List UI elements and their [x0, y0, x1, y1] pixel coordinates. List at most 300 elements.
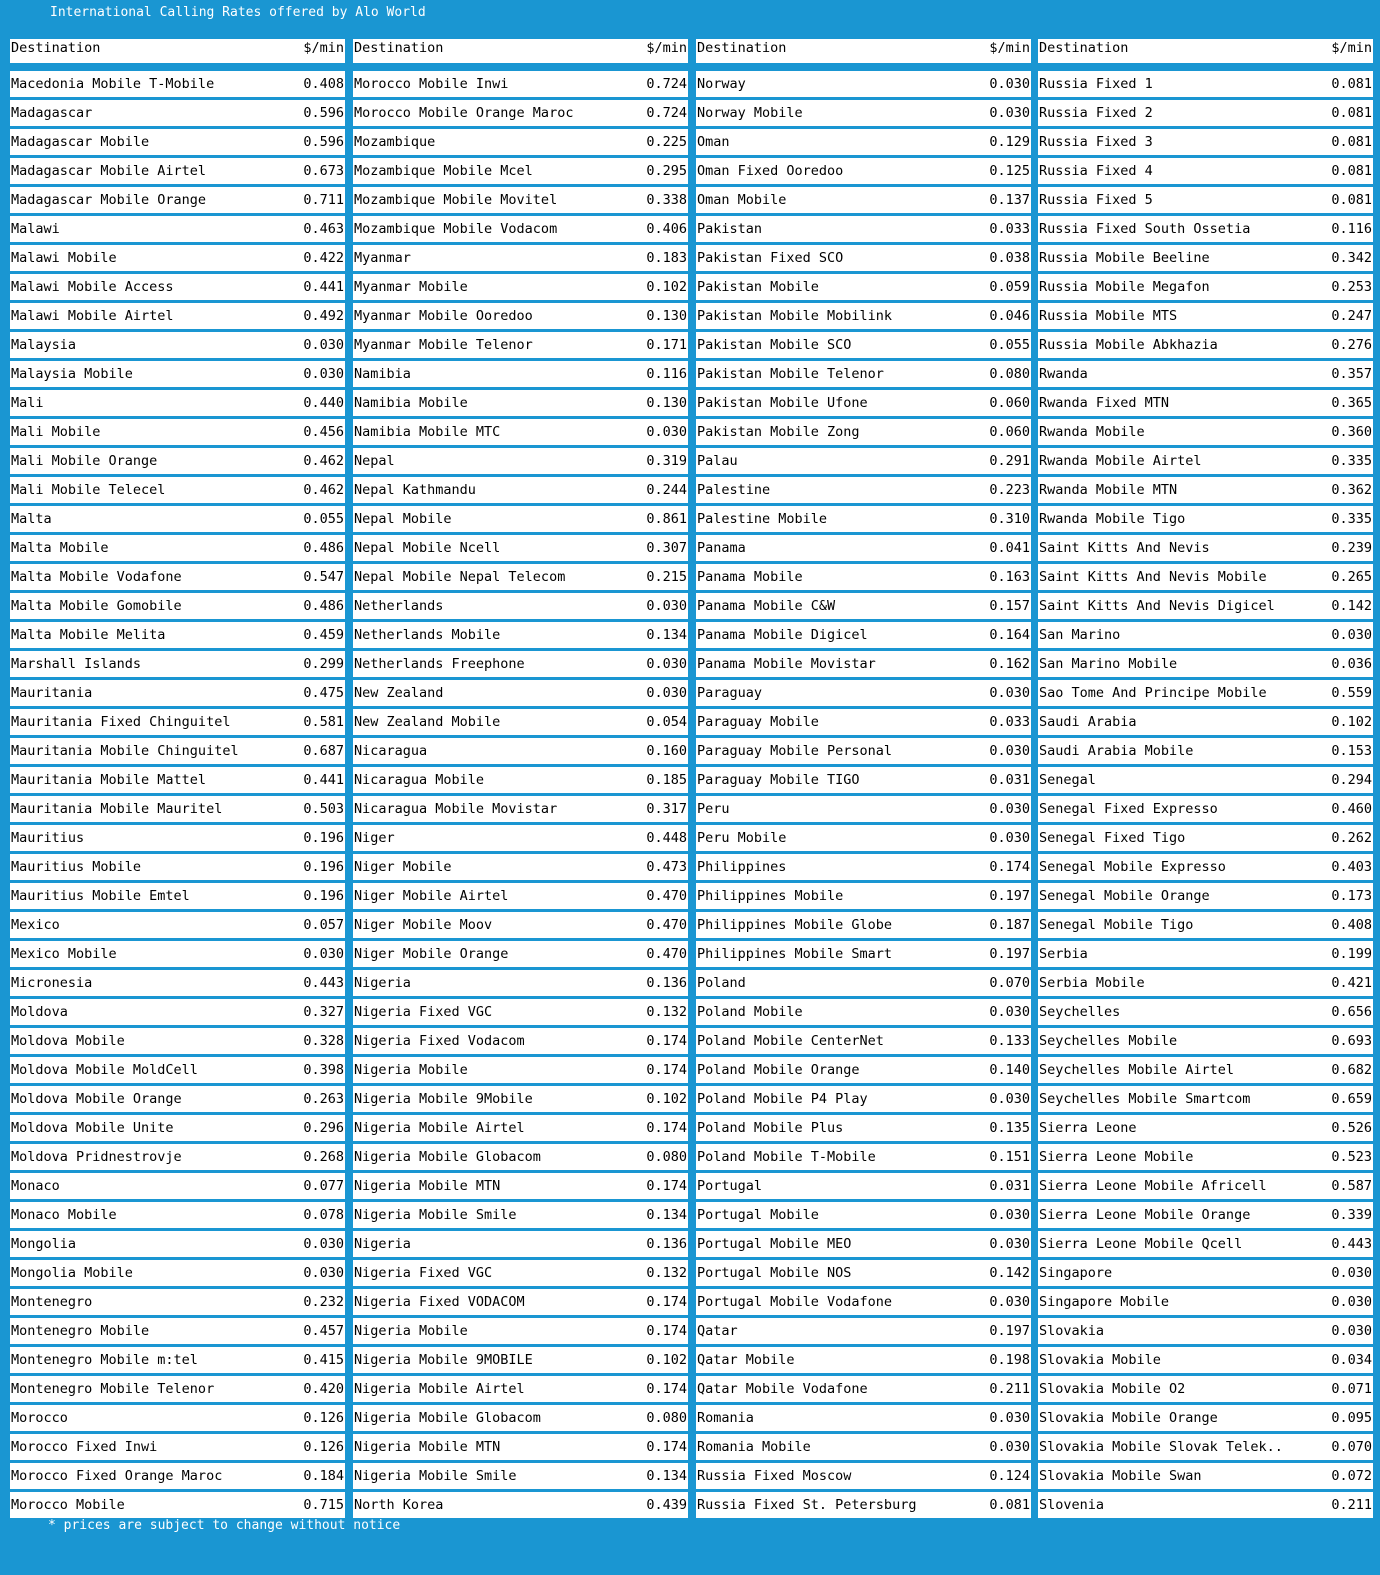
rate-row — [353, 216, 688, 242]
rate-row — [353, 419, 688, 445]
destination-cell: Malawi — [11, 221, 60, 237]
price-header: $/min — [303, 40, 344, 56]
rate-rows — [353, 71, 688, 1518]
price-cell: 0.185 — [646, 772, 687, 788]
rate-row — [10, 1289, 345, 1315]
destination-cell: Niger Mobile Moov — [354, 917, 493, 933]
price-cell: 0.174 — [646, 1120, 687, 1136]
price-cell: 0.211 — [1331, 1497, 1372, 1513]
destination-cell: Paraguay Mobile Personal — [697, 743, 893, 759]
price-cell: 0.244 — [646, 482, 687, 498]
rate-row — [696, 303, 1031, 329]
rate-row — [353, 1376, 688, 1402]
price-cell: 0.523 — [1331, 1149, 1372, 1165]
destination-cell: Palestine — [697, 482, 771, 498]
rate-row — [1038, 1057, 1373, 1083]
rate-row — [10, 999, 345, 1025]
rate-row — [696, 1434, 1031, 1460]
price-cell: 0.151 — [989, 1149, 1030, 1165]
destination-cell: Nepal Mobile Ncell — [354, 540, 501, 556]
destination-cell: Senegal Fixed Tigo — [1039, 830, 1186, 846]
destination-cell: Monaco Mobile — [11, 1207, 117, 1223]
rate-row — [696, 593, 1031, 619]
price-cell: 0.030 — [989, 1236, 1030, 1252]
price-cell: 0.162 — [989, 656, 1030, 672]
rate-row — [353, 1260, 688, 1286]
price-cell: 0.656 — [1331, 1004, 1372, 1020]
destination-cell: Nepal — [354, 453, 395, 469]
destination-cell: Portugal Mobile — [697, 1207, 819, 1223]
destination-cell: Poland Mobile T-Mobile — [697, 1149, 876, 1165]
rate-row — [696, 419, 1031, 445]
destination-cell: Serbia Mobile — [1039, 975, 1145, 991]
destination-cell: Myanmar Mobile Telenor — [354, 337, 533, 353]
rate-row — [10, 709, 345, 735]
destination-cell: Mali — [11, 395, 44, 411]
destination-cell: Nigeria — [354, 1236, 411, 1252]
destination-cell: Panama Mobile C&W — [697, 598, 836, 614]
price-cell: 0.403 — [1331, 859, 1372, 875]
price-cell: 0.174 — [646, 1062, 687, 1078]
price-cell: 0.197 — [989, 1323, 1030, 1339]
rate-row — [1038, 767, 1373, 793]
price-cell: 0.030 — [646, 424, 687, 440]
rate-row — [10, 1231, 345, 1257]
price-cell: 0.030 — [303, 366, 344, 382]
destination-cell: Netherlands Freephone — [354, 656, 525, 672]
price-cell: 0.420 — [303, 1381, 344, 1397]
price-cell: 0.031 — [989, 772, 1030, 788]
price-cell: 0.526 — [1331, 1120, 1372, 1136]
price-cell: 0.038 — [989, 250, 1030, 266]
rate-row — [353, 912, 688, 938]
destination-cell: Mali Mobile — [11, 424, 101, 440]
column-header — [1038, 39, 1373, 63]
price-cell: 0.299 — [303, 656, 344, 672]
price-cell: 0.081 — [1331, 192, 1372, 208]
price-cell: 0.153 — [1331, 743, 1372, 759]
destination-cell: Mauritania Mobile Mattel — [11, 772, 207, 788]
rate-row — [353, 1144, 688, 1170]
rate-row — [696, 1260, 1031, 1286]
price-cell: 0.078 — [303, 1207, 344, 1223]
destination-header: Destination — [11, 40, 101, 56]
rate-row — [1038, 129, 1373, 155]
rate-row — [696, 709, 1031, 735]
rate-row — [10, 71, 345, 97]
destination-cell: Malta Mobile Melita — [11, 627, 166, 643]
rate-row — [10, 390, 345, 416]
price-cell: 0.030 — [1331, 1294, 1372, 1310]
destination-cell: Poland Mobile P4 Play — [697, 1091, 868, 1107]
destination-cell: Singapore Mobile — [1039, 1294, 1170, 1310]
destination-cell: Moldova Mobile Unite — [11, 1120, 174, 1136]
destination-cell: Morocco Fixed Inwi — [11, 1439, 158, 1455]
rate-row — [10, 1028, 345, 1054]
price-cell: 0.102 — [1331, 714, 1372, 730]
rate-row — [353, 622, 688, 648]
rate-row — [1038, 303, 1373, 329]
rate-row — [353, 1318, 688, 1344]
rate-row — [696, 100, 1031, 126]
rate-row — [696, 1086, 1031, 1112]
destination-cell: North Korea — [354, 1497, 444, 1513]
destination-cell: Senegal Mobile Tigo — [1039, 917, 1194, 933]
price-cell: 0.164 — [989, 627, 1030, 643]
rate-row — [10, 1405, 345, 1431]
destination-cell: Peru Mobile — [697, 830, 787, 846]
price-cell: 0.715 — [303, 1497, 344, 1513]
price-cell: 0.030 — [303, 1265, 344, 1281]
destination-cell: Mexico — [11, 917, 60, 933]
price-cell: 0.133 — [989, 1033, 1030, 1049]
price-cell: 0.030 — [989, 1091, 1030, 1107]
price-header: $/min — [989, 40, 1030, 56]
destination-cell: Russia Fixed 3 — [1039, 134, 1153, 150]
price-cell: 0.596 — [303, 105, 344, 121]
destination-cell: Rwanda — [1039, 366, 1088, 382]
destination-cell: Russia Fixed 1 — [1039, 76, 1153, 92]
price-cell: 0.163 — [989, 569, 1030, 585]
price-cell: 0.339 — [1331, 1207, 1372, 1223]
rate-row — [353, 883, 688, 909]
price-cell: 0.265 — [1331, 569, 1372, 585]
rate-row — [10, 796, 345, 822]
destination-cell: Norway — [697, 76, 746, 92]
rate-row — [10, 1260, 345, 1286]
destination-cell: Qatar Mobile — [697, 1352, 795, 1368]
price-cell: 0.328 — [303, 1033, 344, 1049]
price-cell: 0.422 — [303, 250, 344, 266]
price-cell: 0.174 — [646, 1439, 687, 1455]
price-cell: 0.030 — [303, 1236, 344, 1252]
price-cell: 0.456 — [303, 424, 344, 440]
rate-row — [696, 854, 1031, 880]
rate-row — [696, 1376, 1031, 1402]
destination-cell: Madagascar Mobile — [11, 134, 150, 150]
rate-row — [10, 1202, 345, 1228]
rate-row — [10, 970, 345, 996]
rate-row — [10, 1173, 345, 1199]
destination-cell: Nigeria Fixed Vodacom — [354, 1033, 525, 1049]
header-separator — [1038, 63, 1373, 71]
price-cell: 0.460 — [1331, 801, 1372, 817]
rate-row — [1038, 274, 1373, 300]
price-cell: 0.036 — [1331, 656, 1372, 672]
price-cell: 0.134 — [646, 627, 687, 643]
rate-row — [1038, 448, 1373, 474]
destination-cell: San Marino Mobile — [1039, 656, 1178, 672]
destination-cell: Nicaragua Mobile Movistar — [354, 801, 558, 817]
rate-row — [696, 129, 1031, 155]
footer-note: * prices are subject to change without notice — [48, 1518, 401, 1533]
destination-cell: Nigeria Mobile 9Mobile — [354, 1091, 533, 1107]
rate-row — [353, 187, 688, 213]
destination-cell: Micronesia — [11, 975, 93, 991]
price-cell: 0.687 — [303, 743, 344, 759]
destination-cell: Nigeria Mobile Smile — [354, 1468, 517, 1484]
price-cell: 0.503 — [303, 801, 344, 817]
rate-row — [10, 767, 345, 793]
destination-cell: San Marino — [1039, 627, 1121, 643]
price-cell: 0.357 — [1331, 366, 1372, 382]
price-cell: 0.071 — [1331, 1381, 1372, 1397]
rate-row — [1038, 1173, 1373, 1199]
price-cell: 0.030 — [989, 1207, 1030, 1223]
destination-cell: Mexico Mobile — [11, 946, 117, 962]
destination-cell: Mali Mobile Orange — [11, 453, 158, 469]
rate-row — [1038, 1115, 1373, 1141]
price-cell: 0.197 — [989, 946, 1030, 962]
destination-cell: Saint Kitts And Nevis — [1039, 540, 1210, 556]
rate-row — [1038, 1463, 1373, 1489]
price-cell: 0.080 — [989, 366, 1030, 382]
destination-cell: Paraguay Mobile TIGO — [697, 772, 860, 788]
destination-cell: Mauritania Fixed Chinguitel — [11, 714, 231, 730]
destination-cell: Seychelles Mobile Airtel — [1039, 1062, 1235, 1078]
price-cell: 0.174 — [646, 1323, 687, 1339]
destination-cell: Montenegro Mobile — [11, 1323, 150, 1339]
price-cell: 0.335 — [1331, 453, 1372, 469]
rate-row — [353, 941, 688, 967]
rate-row — [353, 274, 688, 300]
price-cell: 0.441 — [303, 772, 344, 788]
price-cell: 0.041 — [989, 540, 1030, 556]
rate-row — [696, 245, 1031, 271]
price-cell: 0.276 — [1331, 337, 1372, 353]
price-header: $/min — [1331, 40, 1372, 56]
rate-row — [696, 680, 1031, 706]
rate-row — [10, 245, 345, 271]
price-cell: 0.440 — [303, 395, 344, 411]
destination-cell: Mauritania — [11, 685, 93, 701]
rate-row — [696, 1492, 1031, 1518]
rate-row — [353, 1405, 688, 1431]
price-cell: 0.861 — [646, 511, 687, 527]
price-cell: 0.342 — [1331, 250, 1372, 266]
price-cell: 0.196 — [303, 859, 344, 875]
destination-cell: Nigeria Mobile — [354, 1323, 468, 1339]
destination-cell: Russia Mobile Beeline — [1039, 250, 1210, 266]
price-cell: 0.362 — [1331, 482, 1372, 498]
destination-cell: Serbia — [1039, 946, 1088, 962]
rate-row — [10, 129, 345, 155]
rate-row — [353, 825, 688, 851]
rate-row — [10, 1057, 345, 1083]
destination-cell: Saint Kitts And Nevis Mobile — [1039, 569, 1267, 585]
destination-cell: Panama Mobile Digicel — [697, 627, 868, 643]
rate-row — [10, 622, 345, 648]
rate-row — [353, 1028, 688, 1054]
rate-row — [353, 303, 688, 329]
rate-row — [10, 303, 345, 329]
price-cell: 0.682 — [1331, 1062, 1372, 1078]
rate-row — [353, 680, 688, 706]
destination-cell: New Zealand — [354, 685, 444, 701]
price-cell: 0.102 — [646, 1091, 687, 1107]
price-cell: 0.247 — [1331, 308, 1372, 324]
destination-cell: Niger Mobile Orange — [354, 946, 509, 962]
rate-row — [1038, 216, 1373, 242]
price-cell: 0.081 — [1331, 105, 1372, 121]
rate-row — [353, 564, 688, 590]
price-cell: 0.081 — [1331, 163, 1372, 179]
rate-row — [10, 1434, 345, 1460]
price-cell: 0.408 — [1331, 917, 1372, 933]
destination-cell: Slovakia Mobile Swan — [1039, 1468, 1202, 1484]
rate-row — [10, 158, 345, 184]
price-cell: 0.034 — [1331, 1352, 1372, 1368]
price-cell: 0.124 — [989, 1468, 1030, 1484]
price-cell: 0.129 — [989, 134, 1030, 150]
price-cell: 0.184 — [303, 1468, 344, 1484]
price-cell: 0.294 — [1331, 772, 1372, 788]
price-cell: 0.080 — [646, 1149, 687, 1165]
price-cell: 0.262 — [1331, 830, 1372, 846]
rate-row — [696, 912, 1031, 938]
price-cell: 0.054 — [646, 714, 687, 730]
rate-row — [353, 361, 688, 387]
rate-row — [696, 448, 1031, 474]
destination-cell: Philippines Mobile — [697, 888, 844, 904]
rate-row — [353, 100, 688, 126]
rate-row — [353, 1231, 688, 1257]
destination-cell: Portugal Mobile Vodafone — [697, 1294, 893, 1310]
destination-cell: Nepal Kathmandu — [354, 482, 476, 498]
destination-cell: Mozambique Mobile Movitel — [354, 192, 558, 208]
price-cell: 0.659 — [1331, 1091, 1372, 1107]
rate-row — [1038, 564, 1373, 590]
destination-cell: Oman Fixed Ooredoo — [697, 163, 844, 179]
destination-cell: Qatar Mobile Vodafone — [697, 1381, 868, 1397]
destination-header: Destination — [1039, 40, 1129, 56]
rate-row — [10, 564, 345, 590]
rate-row — [353, 535, 688, 561]
destination-cell: Slovakia Mobile Slovak Telek.. — [1039, 1439, 1283, 1455]
rate-row — [353, 1202, 688, 1228]
rate-row — [1038, 332, 1373, 358]
rate-row — [696, 390, 1031, 416]
price-cell: 0.223 — [989, 482, 1030, 498]
price-cell: 0.031 — [989, 1178, 1030, 1194]
price-cell: 0.126 — [303, 1410, 344, 1426]
destination-cell: Mongolia Mobile — [11, 1265, 133, 1281]
rate-row — [696, 535, 1031, 561]
destination-cell: Nepal Mobile — [354, 511, 452, 527]
rate-row — [1038, 361, 1373, 387]
rate-row — [696, 564, 1031, 590]
price-cell: 0.033 — [989, 714, 1030, 730]
rate-row — [696, 883, 1031, 909]
column-header — [696, 39, 1031, 63]
destination-cell: Nigeria Mobile Globacom — [354, 1149, 541, 1165]
rate-row — [10, 100, 345, 126]
rate-row — [696, 1202, 1031, 1228]
price-cell: 0.174 — [646, 1381, 687, 1397]
destination-cell: Philippines — [697, 859, 787, 875]
destination-cell: Monaco — [11, 1178, 60, 1194]
price-cell: 0.030 — [989, 1294, 1030, 1310]
destination-cell: Saudi Arabia — [1039, 714, 1137, 730]
rate-row — [10, 912, 345, 938]
rate-row — [1038, 1202, 1373, 1228]
rate-row — [1038, 1260, 1373, 1286]
destination-cell: Oman Mobile — [697, 192, 787, 208]
price-cell: 0.463 — [303, 221, 344, 237]
destination-cell: Moldova Pridnestrovje — [11, 1149, 182, 1165]
price-header: $/min — [646, 40, 687, 56]
rate-row — [353, 796, 688, 822]
destination-cell: Nigeria Fixed VGC — [354, 1265, 493, 1281]
rate-row — [10, 535, 345, 561]
destination-cell: Myanmar Mobile — [354, 279, 468, 295]
destination-cell: Palestine Mobile — [697, 511, 828, 527]
rate-row — [1038, 738, 1373, 764]
destination-cell: Malawi Mobile Access — [11, 279, 174, 295]
destination-cell: Slovakia Mobile — [1039, 1352, 1161, 1368]
price-cell: 0.462 — [303, 482, 344, 498]
destination-cell: Mauritania Mobile Mauritel — [11, 801, 223, 817]
rate-row — [353, 709, 688, 735]
destination-cell: Morocco Mobile — [11, 1497, 125, 1513]
rate-row — [1038, 1231, 1373, 1257]
rate-row — [10, 854, 345, 880]
price-cell: 0.160 — [646, 743, 687, 759]
rate-row — [1038, 1086, 1373, 1112]
destination-cell: Moldova Mobile Orange — [11, 1091, 182, 1107]
destination-cell: Russia Fixed 4 — [1039, 163, 1153, 179]
rate-row — [353, 854, 688, 880]
destination-cell: Senegal — [1039, 772, 1096, 788]
destination-cell: Nigeria Mobile — [354, 1062, 468, 1078]
destination-cell: Saudi Arabia Mobile — [1039, 743, 1194, 759]
price-cell: 0.046 — [989, 308, 1030, 324]
price-cell: 0.183 — [646, 250, 687, 266]
rate-row — [696, 71, 1031, 97]
price-cell: 0.441 — [303, 279, 344, 295]
destination-cell: Rwanda Mobile Airtel — [1039, 453, 1202, 469]
rate-row — [696, 796, 1031, 822]
price-cell: 0.443 — [303, 975, 344, 991]
rates-column-2 — [353, 39, 688, 1518]
destination-cell: Poland Mobile Plus — [697, 1120, 844, 1136]
rate-row — [353, 71, 688, 97]
destination-cell: Pakistan Mobile Zong — [697, 424, 860, 440]
price-cell: 0.406 — [646, 221, 687, 237]
price-cell: 0.137 — [989, 192, 1030, 208]
destination-cell: Rwanda Fixed MTN — [1039, 395, 1170, 411]
destination-cell: Moldova Mobile — [11, 1033, 125, 1049]
rate-row — [696, 825, 1031, 851]
destination-cell: Pakistan Mobile Mobilink — [697, 308, 893, 324]
price-cell: 0.125 — [989, 163, 1030, 179]
destination-cell: Poland Mobile — [697, 1004, 803, 1020]
rate-row — [10, 1144, 345, 1170]
destination-cell: Malta — [11, 511, 52, 527]
destination-cell: Poland Mobile CenterNet — [697, 1033, 884, 1049]
destination-cell: Senegal Mobile Expresso — [1039, 859, 1226, 875]
rate-row — [353, 1086, 688, 1112]
rate-row — [10, 593, 345, 619]
rate-row — [353, 999, 688, 1025]
rate-row — [696, 1057, 1031, 1083]
rate-row — [1038, 709, 1373, 735]
rate-row — [353, 970, 688, 996]
destination-cell: Montenegro Mobile Telenor — [11, 1381, 215, 1397]
price-cell: 0.132 — [646, 1265, 687, 1281]
destination-cell: Morocco — [11, 1410, 68, 1426]
destination-cell: Nigeria Mobile Airtel — [354, 1381, 525, 1397]
